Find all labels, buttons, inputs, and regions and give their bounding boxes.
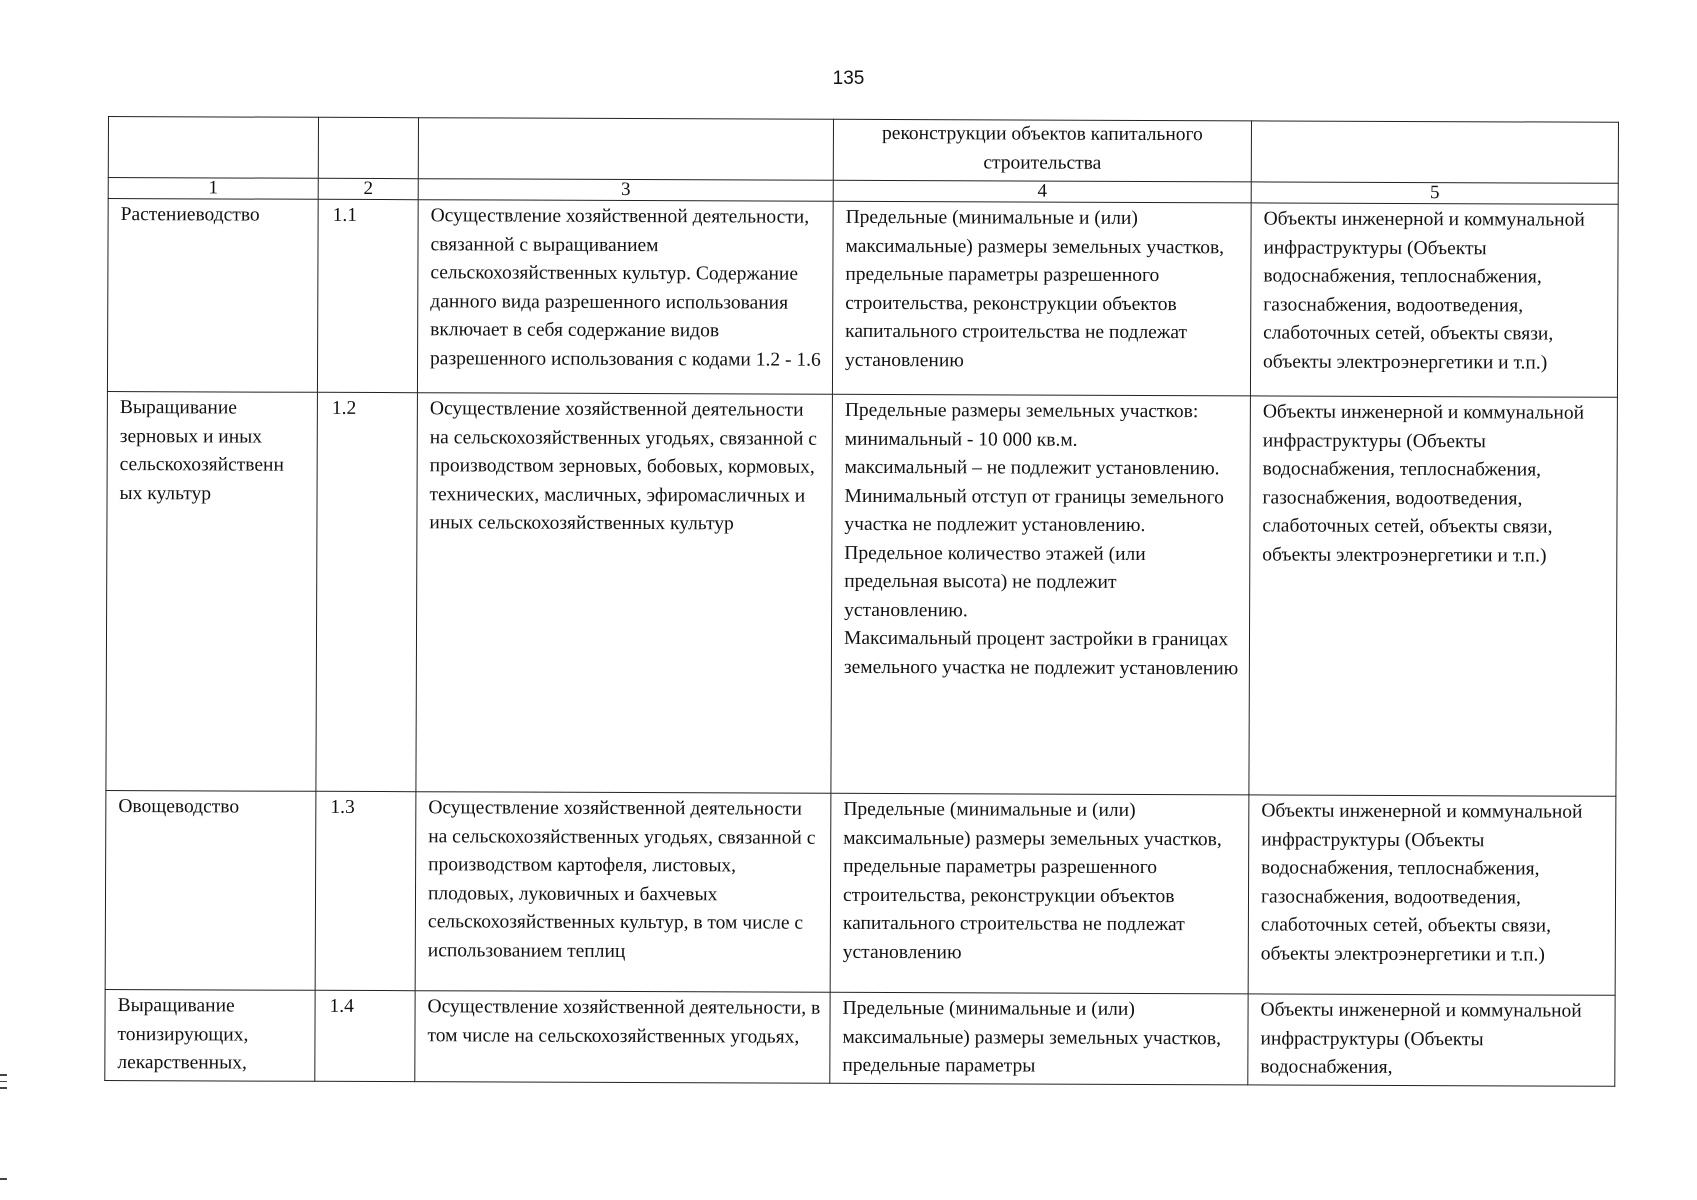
parameter-line: максимальный – не подлежит установлению.: [844, 456, 1220, 480]
use-description-cell: Осуществление хозяйственной деятельности на сельскохозяйственных угодьях, связанной с производством зерновых, бобовых, кормовых, технических, масличных, эфиромасличных и иных сельскохозяйственных культур: [416, 393, 833, 794]
column-number: 1: [108, 178, 318, 200]
use-code-cell: 1.4: [315, 990, 415, 1081]
use-name-cell: Выращивание тонизирующих, лекарственных,: [105, 989, 315, 1081]
column-number: 2: [318, 178, 418, 199]
use-parameters-cell: [832, 201, 1251, 396]
land-use-table: [104, 116, 1619, 1087]
column-number: 3: [418, 179, 833, 202]
continuation-row: [108, 117, 1618, 184]
column-number: 4: [833, 180, 1251, 203]
use-code-cell: 1.2: [316, 392, 418, 791]
use-name-cell: Выращивание зерновых и иных сельскохозяйственн ых культур: [106, 391, 318, 791]
use-objects-cell: Объекты инженерной и коммунальной инфраструктуры (Объекты водоснабжения, теплоснабжения, газоснабжения, водоотведения, слаботочных сетей, объекты связи, объекты электроэнергетики и т.п.): [1248, 795, 1616, 995]
parameter-line: Предельные размеры земельных участков:: [844, 399, 1199, 423]
table-row: [107, 199, 1618, 398]
continuation-cell: [1251, 121, 1618, 183]
use-objects-cell: Объекты инженерной и коммунальной инфраструктуры (Объекты водоснабжения, теплоснабжения, газоснабжения, водоотведения, слаботочных сетей, объекты связи, объекты электроэнергетики и т.п.): [1250, 203, 1618, 397]
use-objects-cell: Объекты инженерной и коммунальной инфраструктуры (Объекты водоснабжения, теплоснабжения, газоснабжения, водоотведения, слаботочных сетей, объекты связи, объекты электроэнергетики и т.п.): [1249, 396, 1618, 796]
use-description-cell: Осуществление хозяйственной деятельности на сельскохозяйственных угодьях, связанной с производством картофеля, листовых, плодовых, луковичных и бахчевых сельскохозяйственных культур, в том числе с использованием теплиц: [415, 792, 831, 993]
continuation-cell: [418, 118, 833, 181]
use-description-cell: Осуществление хозяйственной деятельности, связанной с выращиванием сельскохозяйственных культур. Содержание данного вида разрешенного использования включает в себя содержание видов разрешенного использования с кодами 1.2 - 1.6: [417, 200, 833, 395]
scan-margin-marks: [0, 1074, 8, 1094]
table-row: [106, 391, 1618, 796]
page-number: 135: [832, 68, 865, 89]
use-code-cell: 1.1: [317, 199, 418, 392]
table-row: [105, 989, 1615, 1086]
continuation-cell: [318, 117, 418, 178]
use-parameters-cell: [830, 992, 1248, 1085]
parameter-line: Предельные (минимальные и (или) максимальные) размеры земельных участков, предельные параметры: [842, 997, 1222, 1077]
use-name-cell: Растениеводство: [107, 199, 318, 393]
table-row: [105, 790, 1616, 995]
column-number: 5: [1251, 182, 1618, 204]
use-parameters-cell: [830, 793, 1249, 994]
continuation-cell: реконструкции объектов капитального строительства: [833, 119, 1251, 182]
parameter-line: минимальный - 10 000 кв.м.: [844, 428, 1078, 451]
continuation-cell: [108, 117, 318, 179]
parameter-line: Предельные (минимальные и (или) максимальные) размеры земельных участков, предельные параметры разрешенного строительства, реконструкции объектов капитального строительства не подлежат установлению: [842, 798, 1222, 963]
use-name-cell: Овощеводство: [105, 790, 316, 990]
table-container: [104, 116, 1619, 1087]
use-objects-cell: Объекты инженерной и коммунальной инфраструктуры (Объекты водоснабжения,: [1248, 994, 1615, 1086]
scan-margin-dash: [0, 1178, 7, 1180]
parameter-line: Максимальный процент застройки в границах земельного участка не подлежит установлению: [843, 627, 1239, 679]
use-code-cell: 1.3: [315, 791, 416, 990]
use-description-cell: Осуществление хозяйственной деятельности, в том числе на сельскохозяйственных угодьях,: [415, 991, 830, 1084]
parameter-line: Предельные (минимальные и (или) максимальные) размеры земельных участков, предельные параметры разрешенного строительства, реконструкции объектов капитального строительства не подлежат установлению: [845, 206, 1225, 371]
parameter-line: Предельное количество этажей (или предельная высота) не подлежит установлению.: [844, 542, 1146, 621]
use-parameters-cell: [831, 394, 1251, 795]
parameter-line: Минимальный отступ от границы земельного участка не подлежит установлению.: [844, 485, 1224, 536]
